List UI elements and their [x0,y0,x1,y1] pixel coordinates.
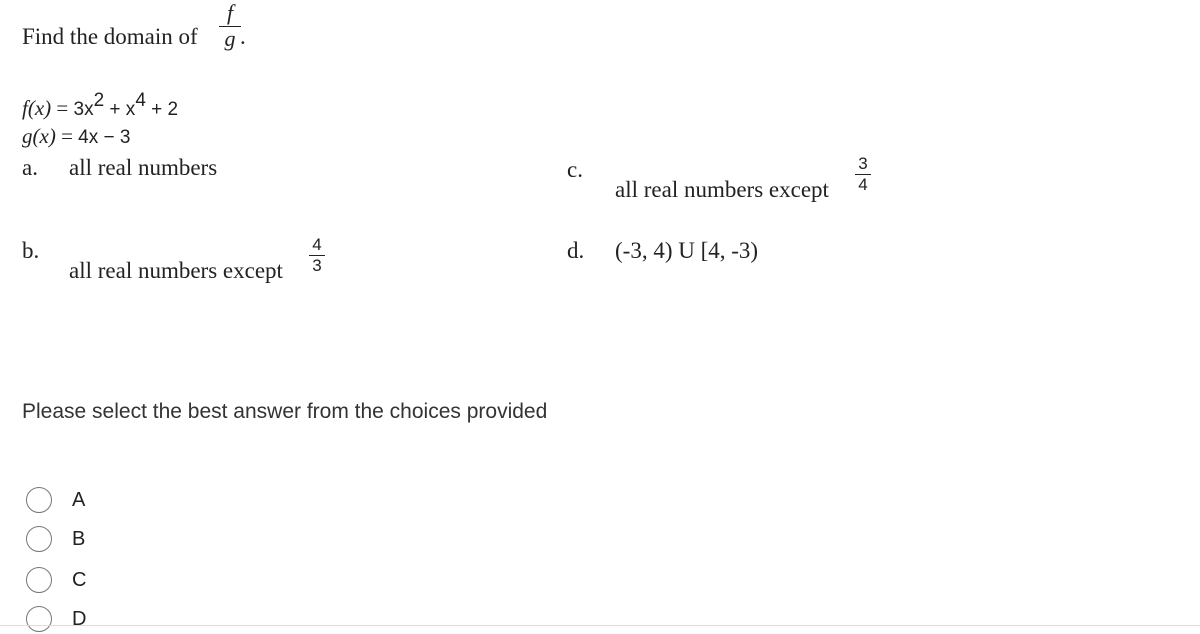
radio-option-d[interactable] [26,604,86,634]
question-text [22,24,198,50]
f-plus2: + 2 [145,99,179,120]
f-term2-exp: 4 [135,90,146,111]
radio-button-c[interactable] [26,567,52,593]
radio-label-d[interactable]: D [72,607,87,630]
choice-b-denominator: 3 [312,256,322,275]
f-term1: 3x [73,99,94,120]
radio-option-a[interactable] [26,485,85,515]
g-eq: = [55,124,79,148]
select-prompt: Please select the best answer from the choices provided [22,400,548,423]
choice-d-text: (-3, 4) U [4, -3) [615,238,759,263]
f-plus1: + x [104,99,136,120]
radio-label-b[interactable]: B [72,527,86,550]
question-fraction [219,2,241,50]
radio-option-c[interactable] [26,565,86,595]
choice-c-letter: c. [567,157,583,182]
choice-c-numerator: 3 [858,154,868,173]
question-prefix: Find the domain of [22,24,198,49]
choice-d-letter: d. [567,238,585,263]
question-suffix: . [240,24,246,49]
g-lhs: g(x) [22,124,56,148]
radio-label-c[interactable]: C [72,568,87,591]
f-eq: = [51,96,74,120]
choice-b-letter: b. [22,238,40,263]
choice-a-text: all real numbers [69,155,218,180]
choice-b-numerator: 4 [312,235,322,254]
choice-c-denominator: 4 [858,175,868,194]
radio-button-b[interactable] [26,526,52,552]
bottom-divider [0,625,1200,626]
radio-label-a[interactable]: A [72,488,86,511]
radio-option-b[interactable] [26,524,85,554]
g-rhs: 4x − 3 [78,127,131,148]
choice-b-fraction [309,236,325,274]
fraction-numerator: f [226,0,234,25]
radio-button-d[interactable] [26,606,52,632]
choice-c-text: all real numbers except [615,177,829,202]
f-definition [22,90,178,121]
g-definition [22,124,130,149]
radio-button-a[interactable] [26,487,52,513]
choice-b-text: all real numbers except [69,258,283,283]
f-lhs: f(x) [22,96,52,120]
fraction-denominator: g [224,26,236,51]
choice-c-fraction [855,155,871,193]
f-term1-exp: 2 [93,90,105,111]
choice-a-letter: a. [22,155,38,180]
